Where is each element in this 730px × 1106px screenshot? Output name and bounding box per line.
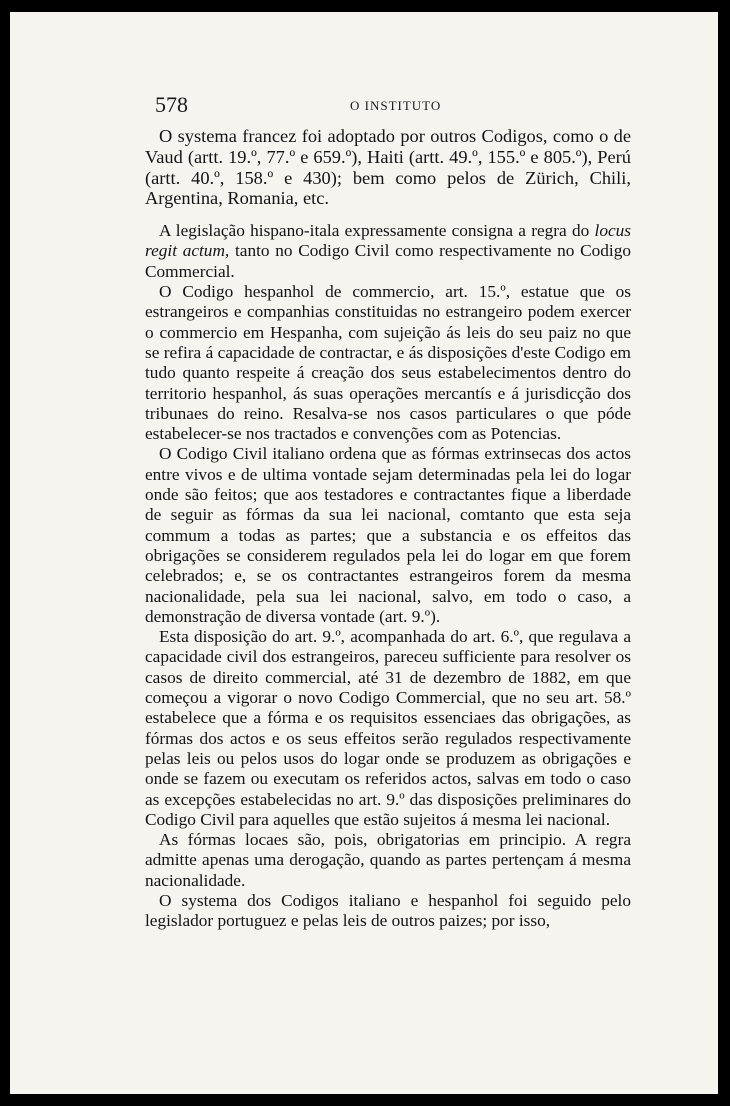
paragraph-2-text: A legislação hispano-itala expressamente consigna a regra do [159, 221, 590, 241]
paragraph-2-rest: tanto no Codigo Civil como respectivamente no Codigo Commercial. [145, 241, 632, 281]
paragraph-4: O Codigo Civil italiano ordena que as fórmas extrinsecas dos actos entre vivos e de ultima vontade sejam determinadas pela lei do logar onde são feitos; que aos testadores e contractantes fique a liberdade de seguir as fórmas da sua lei nacional, comtanto que esta seja commum a todas as partes; que a substancia e os effeitos das obrigações se considerem regulados pela lei do logar em que forem celebrados; e, se os contractantes estrangeiros forem da mesma nacionalidade, pela sua lei nacional, salvo, em todo o caso, a demonstração de diversa vontade (art. 9.º). [145, 444, 631, 626]
latin-phrase: locus regit actum, [145, 221, 631, 261]
paragraph-5: Esta disposição do art. 9.º, acompanhada do art. 6.º, que regulava a capacidade civil dos estrangeiros, pareceu sufficiente para resolver os casos de direito commercial, até 31 de dezembro de 1882, em que começou a vigorar o novo Codigo Commercial, que no seu art. 58.º estabelece que a fórma e os requisitos essenciaes das obrigações, as fórmas dos actos e os seus effeitos serão regulados respectivamente pelas leis ou pelos usos do logar onde se produzem as obrigações e onde se fazem ou executam os referidos actos, salvas em todo o caso as excepções estabelecidas no art. 9.º das disposições preliminares do Codigo Civil para aquelles que estão sujeitos á mesma lei nacional. [145, 627, 631, 829]
paragraph-7: O systema dos Codigos italiano e hespanhol foi seguido pelo legislador portuguez e pelas leis de outros paizes; por isso, [145, 890, 631, 931]
paragraph-1: O systema francez foi adoptado por outros Codigos, como o de Vaud (artt. 19.º, 77.º e 659.º), Haiti (artt. 49.º, 155.º e 805.º), Perú (artt. 40.º, 158.º e 430); bem como pelos de Zürich, Chili, Argentina, Romania, etc. [145, 126, 631, 209]
body-text [145, 126, 631, 932]
running-title: O INSTITUTO [350, 98, 442, 113]
page-header [155, 92, 645, 116]
paragraph-2 [145, 221, 631, 282]
paragraph-6: As fórmas locaes são, pois, obrigatorias em principio. A regra admitte apenas uma derogação, quando as partes pertençam á mesma nacionalidade. [145, 830, 631, 890]
paragraph-3: O Codigo hespanhol de commercio, art. 15.º, estatue que os estrangeiros e companhias constituidas no estrangeiro podem exercer o commercio em Hespanha, com sujeição ás leis do seu paiz no que se refira á capacidade de contractar, e ás disposições d'este Codigo em tudo quanto respeite á creação dos seus estabelecimentos dentro do territorio hespanhol, ás suas operações mercantís e á jurisdicção dos tribunaes do reino. Resalva-se nos casos particulares o que póde estabelecer-se nos tractados e convenções com as Potencias. [145, 282, 631, 444]
page-number: 578 [155, 92, 188, 117]
